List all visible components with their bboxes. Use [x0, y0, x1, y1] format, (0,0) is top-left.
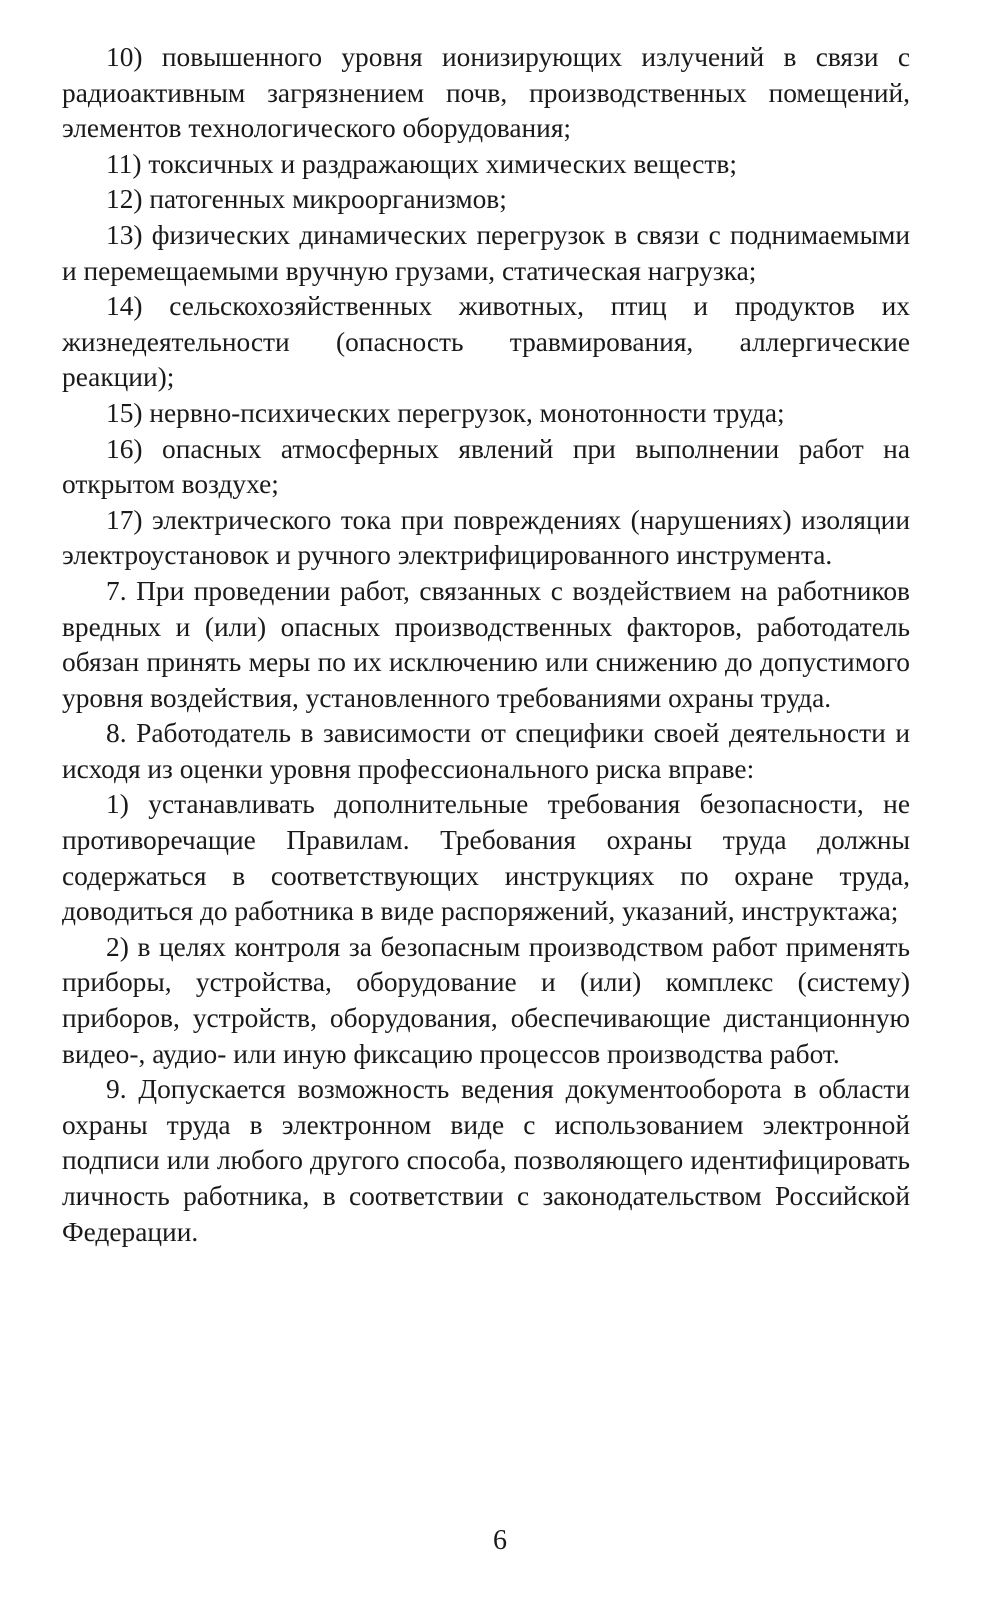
page-body [62, 40, 910, 1250]
clause-8: 8. Работодатель в зависимости от специфики своей деятельности и исходя из оценки уровня профессионального риска вправе: [62, 718, 910, 784]
clause-8-item-2: 2) в целях контроля за безопасным производством работ применять приборы, устройства, оборудование и (или) комплекс (систему) приборов, устройств, оборудования, обеспечивающие дистанционную видео-, аудио- или иную фиксацию процессов производства работ. [62, 931, 910, 1069]
clause-9: 9. Допускается возможность ведения документооборота в области охраны труда в электронном виде с использованием электронной подписи или любого другого способа, позволяющего идентифицировать личность работника, в соответствии с законодательством Российской Федерации. [62, 1074, 910, 1247]
list-item-14: 14) сельскохозяйственных животных, птиц и продуктов их жизнедеятельности (опасность травмирования, аллергические реакции); [62, 291, 910, 393]
list-item-12: 12) патогенных микроорганизмов; [106, 184, 507, 215]
list-item-11: 11) токсичных и раздражающих химических веществ; [106, 148, 737, 179]
clause-8-item-1: 1) устанавливать дополнительные требования безопасности, не противоречащие Правилам. Требования охраны труда должны содержаться в соответствующих инструкциях по охране труда, доводиться до работника в виде распоряжений, указаний, инструктажа; [62, 789, 910, 927]
list-item-17: 17) электрического тока при повреждениях (нарушениях) изоляции электроустановок и ручного электрифицированного инструмента. [62, 504, 910, 571]
clause-7: 7. При проведении работ, связанных с воздействием на работников вредных и (или) опасных производственных факторов, работодатель обязан принять меры по их исключению или снижению до допустимого уровня воздействия, установленного требованиями охраны труда. [62, 575, 910, 713]
list-item-13: 13) физических динамических перегрузок в связи с поднимаемыми и перемещаемыми вручную грузами, статическая нагрузка; [62, 219, 910, 286]
list-item-16: 16) опасных атмосферных явлений при выполнении работ на открытом воздухе; [62, 433, 910, 500]
list-item-15: 15) нервно-психических перегрузок, монотонности труда; [106, 397, 785, 428]
list-item-10: 10) повышенного уровня ионизирующих излучений в связи с радиоактивным загрязнением почв, производственных помещений, элементов технологического оборудования; [62, 42, 910, 144]
page-number: 6 [493, 1525, 507, 1556]
